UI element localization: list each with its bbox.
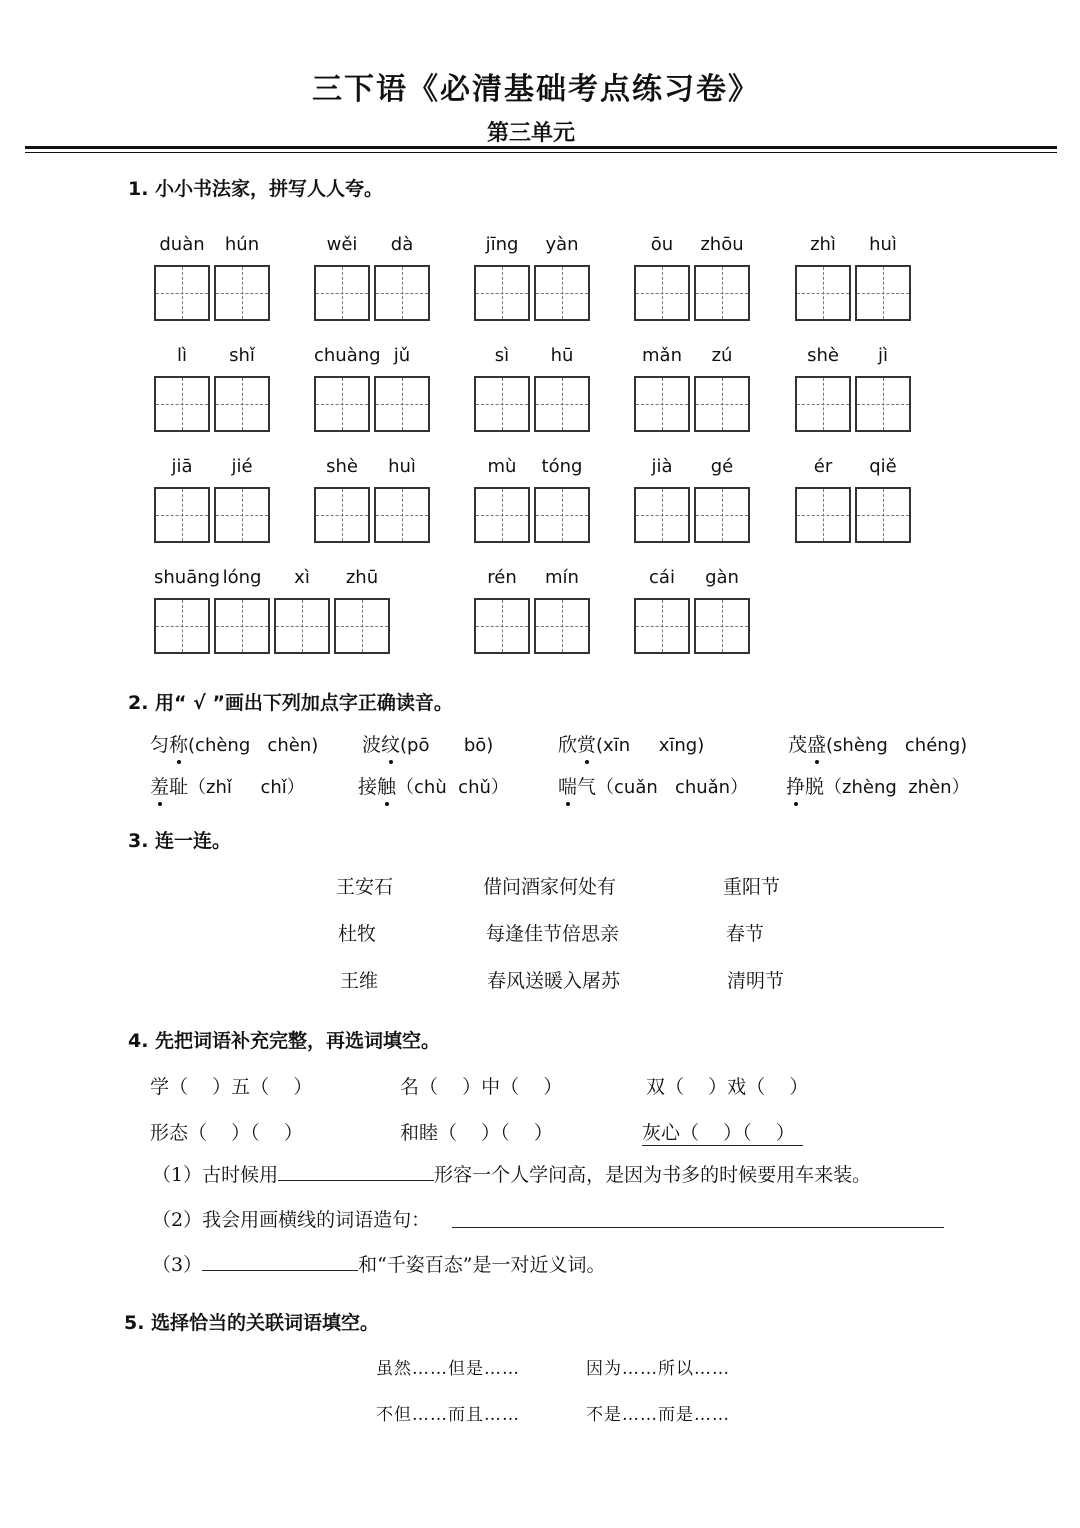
q3-festival: 重阳节 xyxy=(723,876,781,898)
pinyin-label: xì xyxy=(294,567,310,588)
q4-word: 学（ ）五（ ） xyxy=(150,1076,313,1098)
writing-box[interactable] xyxy=(694,487,750,543)
writing-box[interactable] xyxy=(374,376,430,432)
pinyin-label: jià xyxy=(651,456,673,477)
writing-box[interactable] xyxy=(314,376,370,432)
page-title: 三下语《必清基础考点练习卷》 xyxy=(312,72,760,107)
pinyin-label: duàn xyxy=(159,234,205,255)
pinyin-label: jīng xyxy=(485,234,519,255)
writing-box[interactable] xyxy=(634,598,690,654)
writing-box[interactable] xyxy=(214,598,270,654)
pinyin-label: zú xyxy=(711,345,733,366)
q2-item: 羞耻（zhǐ chǐ） xyxy=(150,772,305,799)
pinyin-label: lì xyxy=(176,345,187,366)
writing-box[interactable] xyxy=(154,376,210,432)
writing-box[interactable] xyxy=(314,265,370,321)
q2-item: 匀称(chèng chèn) xyxy=(150,730,318,757)
writing-box[interactable] xyxy=(474,487,530,543)
writing-box[interactable] xyxy=(314,487,370,543)
q4-heading: 4. 先把词语补充完整，再选词填空。 xyxy=(128,1030,441,1052)
writing-box[interactable] xyxy=(214,265,270,321)
writing-box[interactable] xyxy=(694,598,750,654)
q3-festival: 清明节 xyxy=(727,970,785,992)
pinyin-label: yàn xyxy=(545,234,579,255)
pinyin-label: zhì xyxy=(810,234,836,255)
pinyin-label: zhōu xyxy=(700,234,744,255)
q3-heading: 3. 连一连。 xyxy=(128,830,232,852)
q4-sentence-3: （3） 和“千姿百态”是一对近义词。 xyxy=(152,1250,606,1277)
pinyin-label: huì xyxy=(869,234,897,255)
q4-word: 和睦（ ）（ ） xyxy=(400,1122,553,1144)
q5-heading: 5. 选择恰当的关联词语填空。 xyxy=(124,1312,380,1334)
q3-festival: 春节 xyxy=(726,923,765,945)
writing-box[interactable] xyxy=(534,487,590,543)
writing-box[interactable] xyxy=(374,265,430,321)
writing-box[interactable] xyxy=(534,598,590,654)
header-rule-thin xyxy=(25,152,1057,153)
pinyin-label: ér xyxy=(813,456,833,477)
q2-item: 喘气（cuǎn chuǎn） xyxy=(558,772,748,799)
pinyin-label: qiě xyxy=(869,456,897,477)
q3-line: 每逢佳节倍思亲 xyxy=(486,923,620,945)
q4-sentence-1: （1）古时候用 形容一个人学问高，是因为书多的时候要用车来装。 xyxy=(152,1160,871,1187)
pinyin-label: jiā xyxy=(171,456,193,477)
q3-line: 春风送暖入屠苏 xyxy=(487,970,621,992)
writing-box[interactable] xyxy=(154,265,210,321)
q3-line: 借问酒家何处有 xyxy=(483,876,617,898)
writing-box[interactable] xyxy=(154,598,210,654)
blank-line[interactable] xyxy=(452,1227,944,1228)
pinyin-label: rén xyxy=(487,567,517,588)
pinyin-label: jì xyxy=(877,345,888,366)
q2-item: 波纹(pō bō) xyxy=(362,730,493,757)
pinyin-label: huì xyxy=(388,456,416,477)
pinyin-label: hū xyxy=(550,345,574,366)
writing-box[interactable] xyxy=(474,376,530,432)
pinyin-label: zhū xyxy=(345,567,379,588)
writing-box[interactable] xyxy=(634,265,690,321)
pinyin-label: sì xyxy=(494,345,510,366)
q4-word: 名（ ）中（ ） xyxy=(400,1076,563,1098)
writing-box[interactable] xyxy=(795,376,851,432)
pinyin-label: ōu xyxy=(650,234,674,255)
writing-box[interactable] xyxy=(214,487,270,543)
writing-box[interactable] xyxy=(214,376,270,432)
writing-box[interactable] xyxy=(634,376,690,432)
pinyin-label: mǎn xyxy=(642,345,682,366)
q2-item: 茂盛(shèng chéng) xyxy=(788,730,967,757)
writing-box[interactable] xyxy=(795,487,851,543)
q2-item: 欣赏(xīn xīng) xyxy=(558,730,704,757)
pinyin-label: gé xyxy=(710,456,734,477)
writing-box[interactable] xyxy=(694,265,750,321)
pinyin-label: gàn xyxy=(705,567,739,588)
pinyin-label: shè xyxy=(326,456,358,477)
blank-line[interactable] xyxy=(278,1160,434,1181)
q3-poet: 杜牧 xyxy=(338,923,377,945)
q5-option: 不是……而是…… xyxy=(586,1405,730,1425)
blank-line[interactable] xyxy=(202,1250,358,1271)
pinyin-label: wěi xyxy=(326,234,358,255)
pinyin-label: mín xyxy=(545,567,579,588)
q4-sentence-2: （2）我会用画横线的词语造句： xyxy=(152,1209,431,1231)
pinyin-label: shè xyxy=(807,345,839,366)
pinyin-label: hún xyxy=(224,234,260,255)
writing-box[interactable] xyxy=(534,265,590,321)
pinyin-label: cái xyxy=(649,567,675,588)
pinyin-label: tóng xyxy=(541,456,583,477)
q3-poet: 王维 xyxy=(340,970,379,992)
q2-heading: 2. 用“ √ ”画出下列加点字正确读音。 xyxy=(128,692,453,714)
q4-word-underlined: 灰心（ ）（ ） xyxy=(642,1118,803,1146)
pinyin-label: dà xyxy=(390,234,414,255)
q5-option: 不但……而且…… xyxy=(376,1405,520,1425)
writing-box[interactable] xyxy=(274,598,330,654)
writing-box[interactable] xyxy=(634,487,690,543)
header-rule-thick xyxy=(25,146,1057,149)
pinyin-label: lóng xyxy=(222,567,262,588)
writing-box[interactable] xyxy=(374,487,430,543)
writing-box[interactable] xyxy=(474,598,530,654)
q2-item: 挣脱（zhèng zhèn） xyxy=(786,772,970,799)
writing-box[interactable] xyxy=(855,265,911,321)
writing-box[interactable] xyxy=(795,265,851,321)
page-subtitle: 第三单元 xyxy=(487,121,576,146)
writing-box[interactable] xyxy=(855,376,911,432)
writing-box[interactable] xyxy=(154,487,210,543)
q5-option: 因为……所以…… xyxy=(586,1359,730,1379)
pinyin-label: mù xyxy=(487,456,517,477)
writing-box[interactable] xyxy=(474,265,530,321)
writing-box[interactable] xyxy=(334,598,390,654)
pinyin-label: jié xyxy=(231,456,253,477)
writing-box[interactable] xyxy=(855,487,911,543)
pinyin-label: shǐ xyxy=(229,345,255,366)
writing-box[interactable] xyxy=(534,376,590,432)
q2-item: 接触（chù chǔ） xyxy=(358,772,509,799)
q3-poet: 王安石 xyxy=(336,876,394,898)
q4-word: 双（ ）戏（ ） xyxy=(646,1076,809,1098)
pinyin-label: chuàng xyxy=(314,345,381,366)
q4-word: 形态（ ）（ ） xyxy=(150,1122,303,1144)
pinyin-label: jǔ xyxy=(393,345,411,366)
pinyin-label: shuāng xyxy=(154,567,221,588)
writing-box[interactable] xyxy=(694,376,750,432)
q1-heading: 1. 小小书法家，拼写人人夸。 xyxy=(128,178,384,200)
q5-option: 虽然……但是…… xyxy=(376,1359,520,1379)
